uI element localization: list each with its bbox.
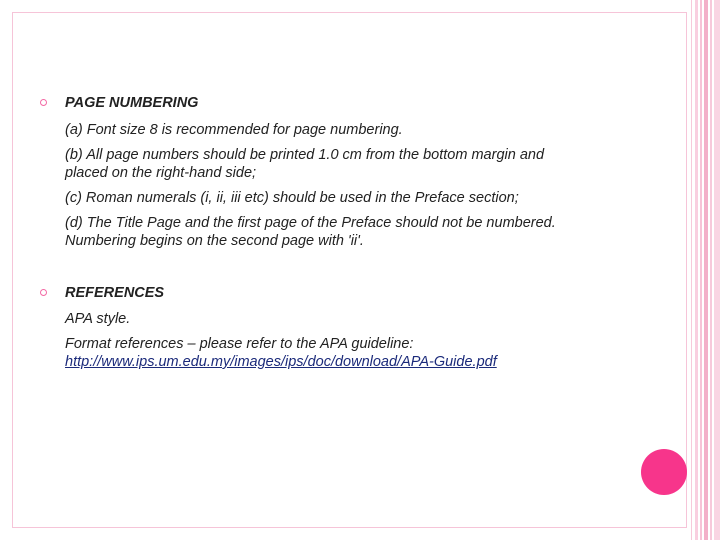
- bullet-icon: [40, 289, 47, 296]
- section-heading-references: REFERENCES: [65, 285, 165, 301]
- decorative-stripe: [700, 0, 702, 540]
- decorative-stripe: [704, 0, 708, 540]
- decorative-stripe: [710, 0, 712, 540]
- references-style: APA style.: [65, 311, 131, 327]
- decorative-stripe: [691, 0, 692, 540]
- section-heading-page-numbering: PAGE NUMBERING: [65, 95, 199, 111]
- bullet-icon: [40, 99, 47, 106]
- item-d-line-1: (d) The Title Page and the first page of the Preface should not be numbered.: [65, 215, 556, 231]
- item-b-line-2: placed on the right-hand side;: [65, 165, 257, 181]
- item-a: (a) Font size 8 is recommended for page numbering.: [65, 122, 403, 138]
- decorative-stripe: [695, 0, 698, 540]
- decorative-stripe: [714, 0, 720, 540]
- item-c: (c) Roman numerals (i, ii, iii etc) should be used in the Preface section;: [65, 190, 519, 206]
- apa-guide-link[interactable]: http://www.ips.um.edu.my/images/ips/doc/download/APA-Guide.pdf: [65, 354, 497, 370]
- slide-frame: [12, 12, 687, 528]
- item-d-line-2: Numbering begins on the second page with 'ii'.: [65, 233, 364, 249]
- references-format: Format references – please refer to the APA guideline:: [65, 336, 414, 352]
- decorative-circle: [641, 449, 687, 495]
- item-b-line-1: (b) All page numbers should be printed 1.0 cm from the bottom margin and: [65, 147, 545, 163]
